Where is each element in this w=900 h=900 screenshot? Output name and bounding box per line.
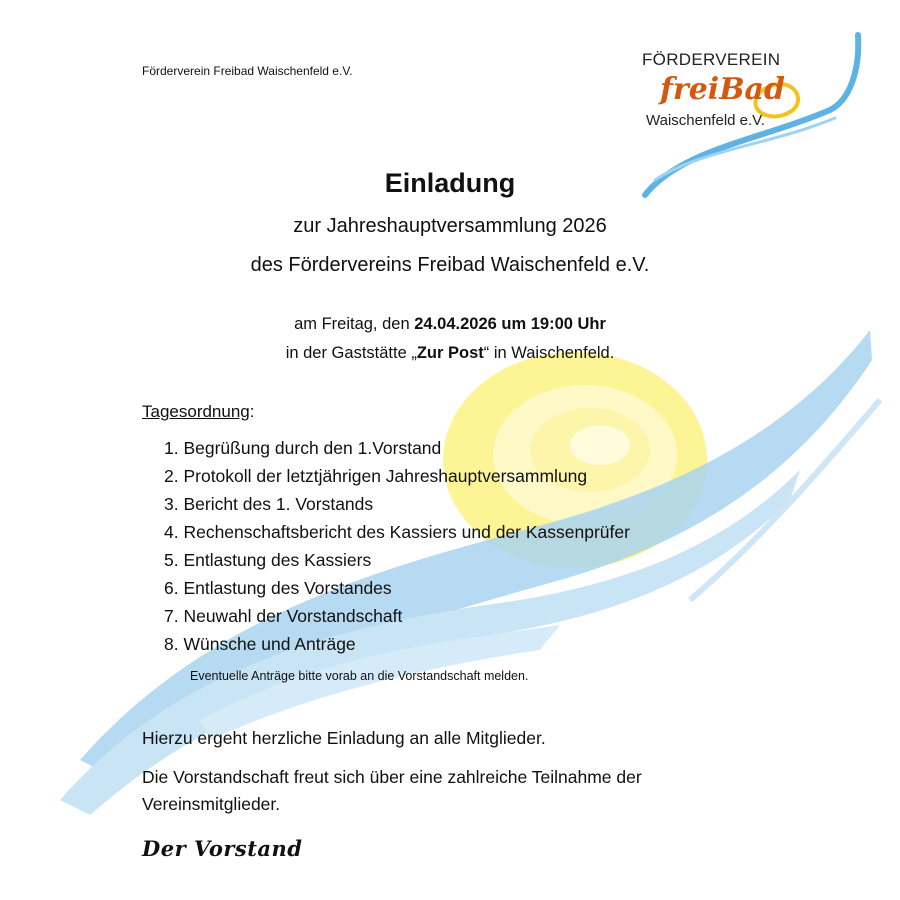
agenda-item: 7. Neuwahl der Vorstandschaft: [164, 606, 403, 626]
closing-paragraph-participation: Die Vorstandschaft freut sich über eine zahlreiche Teilnahme der Vereinsmitglieder.: [142, 767, 642, 814]
header-organization-name: Förderverein Freibad Waischenfeld e.V.: [142, 64, 353, 78]
subtitle-line-1: zur Jahreshauptversammlung 2026: [293, 215, 607, 237]
agenda-heading-label: Tagesordnung: [142, 402, 250, 421]
signature: Der Vorstand: [142, 836, 303, 861]
agenda-item: 5. Entlastung des Kassiers: [164, 550, 372, 570]
document-title: Einladung: [384, 168, 516, 198]
logo-text-freibad: freiBad: [660, 72, 785, 107]
closing-paragraph-invitation: Hierzu ergeht herzliche Einladung an alle Mitglieder.: [142, 728, 546, 748]
date-prefix: am Freitag, den: [294, 315, 410, 333]
venue-suffix: “ in Waischenfeld.: [483, 344, 615, 362]
event-date-line: [0, 315, 900, 334]
subtitle-line-2: des Fördervereins Freibad Waischenfeld e.V.: [250, 254, 650, 276]
logo-text-waischenfeld: Waischenfeld e.V.: [646, 112, 765, 129]
agenda-item: 6. Entlastung des Vorstandes: [164, 578, 392, 598]
agenda-item: 3. Bericht des 1. Vorstands: [164, 494, 374, 514]
agenda-list: [164, 436, 630, 660]
agenda-note: Eventuelle Anträge bitte vorab an die Vorstandschaft melden.: [190, 669, 529, 683]
venue-name: Zur Post: [416, 344, 484, 362]
logo-text-foerderverein: FÖRDERVEREIN: [642, 50, 781, 69]
agenda-heading: [142, 402, 255, 422]
venue-prefix: in der Gaststätte „: [285, 344, 417, 362]
agenda-item: 8. Wünsche und Anträge: [164, 634, 356, 654]
agenda-heading-colon: :: [249, 402, 255, 421]
date-value: 24.04.2026 um 19:00 Uhr: [414, 315, 606, 333]
agenda-item: 4. Rechenschaftsbericht des Kassiers und der Kassenprüfer: [164, 522, 630, 542]
agenda-item: 2. Protokoll der letztjährigen Jahreshauptversammlung: [164, 466, 588, 486]
event-venue-line: [0, 344, 900, 363]
agenda-item: 1. Begrüßung durch den 1.Vorstand: [164, 438, 442, 458]
